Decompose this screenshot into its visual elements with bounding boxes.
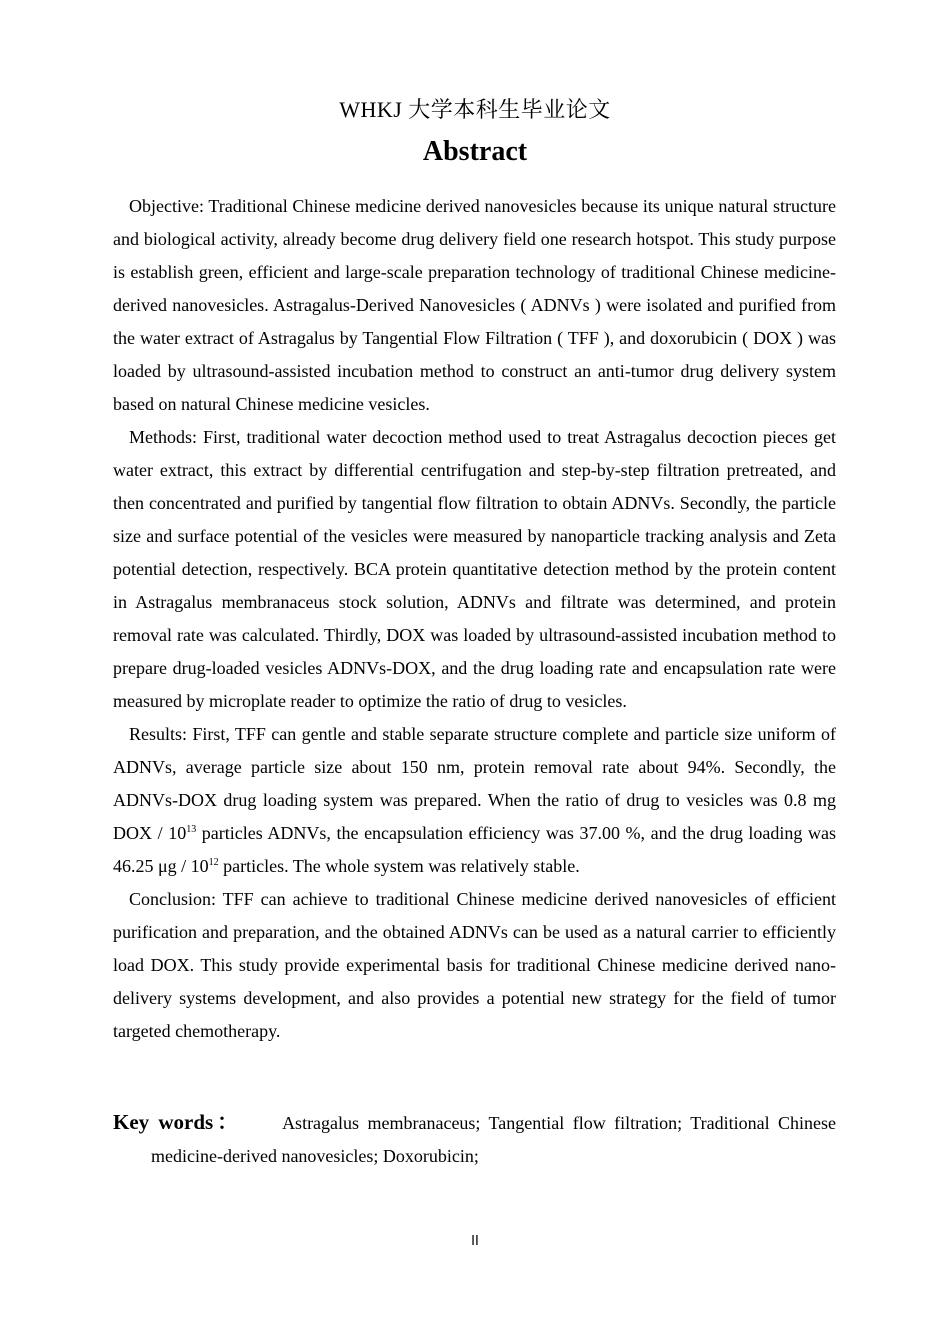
objective-paragraph: Objective: Traditional Chinese medicine derived nanovesicles because its unique natural structure and biological activity, already become drug delivery field one research hotspot. This study purpose is establish green, efficient and large-scale preparation technology of traditional Chinese medicine-derived nanovesicles. Astragalus-Derived Nanovesicles ( ADNVs ) were isolated and purified from the water extract of Astragalus by Tangential Flow Filtration ( TFF ), and doxorubicin ( DOX ) was loaded by ultrasound-assisted incubation method to construct an anti-tumor drug delivery system based on natural Chinese medicine vesicles. [113, 196, 836, 414]
results-text-part2: particles ADNVs, the encapsulation efficiency was 37.00 %, and the drug loading was 46.25 μg / 10 [113, 823, 837, 876]
page-header: WHKJ 大学本科生毕业论文 [339, 97, 611, 122]
results-text-part1: Results: First, TFF can gentle and stable separate structure complete and particle size uniform of ADNVs, average particle size about 150 nm, protein removal rate about 94%. Secondly, the ADNVs-DOX drug loading system was prepared. When the ratio of drug to vesicles was 0.8 mg DOX / 10 [113, 724, 836, 843]
keywords-section [113, 1106, 836, 1173]
results-text-part3: particles. The whole system was relatively stable. [218, 856, 580, 876]
results-exponent-1: 13 [186, 824, 197, 835]
abstract-body [113, 190, 836, 1048]
results-paragraph [113, 718, 836, 883]
keywords-label: Key words： [113, 1110, 243, 1134]
page-number: II [471, 1234, 479, 1249]
results-exponent-2: 12 [208, 857, 219, 868]
abstract-title: Abstract [422, 136, 528, 167]
conclusion-paragraph: Conclusion: TFF can achieve to traditional Chinese medicine derived nanovesicles of efficient purification and preparation, and the obtained ADNVs can be used as a natural carrier to efficiently load DOX. This study provide experimental basis for traditional Chinese medicine derived nano-delivery systems development, and also provides a potential new strategy for the field of tumor targeted chemotherapy. [113, 889, 836, 1041]
methods-paragraph: Methods: First, traditional water decoction method used to treat Astragalus decoction pieces get water extract, this extract by differential centrifugation and step-by-step filtration pretreated, and then concentrated and purified by tangential flow filtration to obtain ADNVs. Secondly, the particle size and surface potential of the vesicles were measured by nanoparticle tracking analysis and Zeta potential detection, respectively. BCA protein quantitative detection method by the protein content in Astragalus membranaceus stock solution, ADNVs and filtrate was determined, and protein removal rate was calculated. Thirdly, DOX was loaded by ultrasound-assisted incubation method to prepare drug-loaded vesicles ADNVs-DOX, and the drug loading rate and encapsulation rate were measured by microplate reader to optimize the ratio of drug to vesicles. [113, 427, 836, 711]
keywords-list: Astragalus membranaceus; Tangential flow filtration; Traditional Chinese medicine-derived nanovesicles; Doxorubicin; [151, 1113, 836, 1166]
